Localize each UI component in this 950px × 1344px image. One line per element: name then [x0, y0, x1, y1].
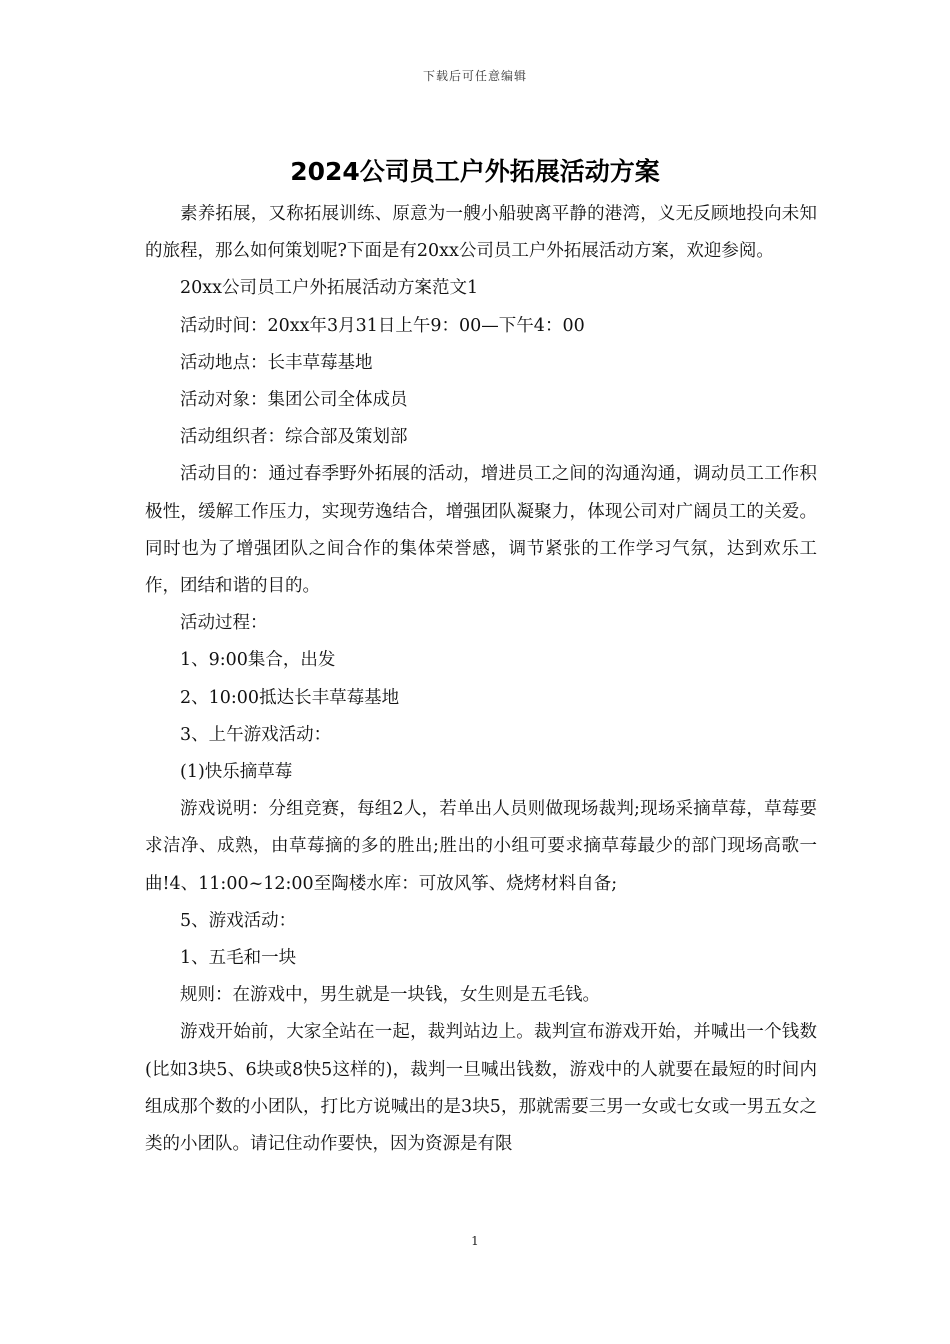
document-body: [145, 196, 817, 1163]
page-number: 1: [471, 1234, 479, 1248]
paragraph-subtitle: 20xx公司员工户外拓展活动方案范文1: [180, 278, 479, 299]
paragraph-game-1-title: (1)快乐摘草莓: [180, 762, 293, 783]
paragraph-time: 活动时间：20xx年3月31日上午9：00—下午4：00: [180, 315, 585, 336]
paragraph-process-heading: 活动过程：: [180, 613, 268, 634]
page-header: 下载后可任意编辑: [422, 69, 527, 83]
paragraph-purpose: 活动目的：通过春季野外拓展的活动，增进员工之间的沟通沟通，调动员工工作积极性，缓解工作压力，实现劳逸结合，增强团队凝聚力，体现公司对广阔员工的关爱。同时也为了增强团队之间合作的集体荣誉感，调节紧张的工作学习气氛，达到欢乐工作，团结和谐的目的。: [145, 464, 817, 597]
paragraph-location: 活动地点：长丰草莓基地: [180, 352, 373, 373]
paragraph-game-1-description: 游戏说明：分组竞赛，每组2人，若单出人员则做现场裁判;现场采摘草莓，草莓要求洁净、成熟，由草莓摘的多的胜出;胜出的小组可要求摘草莓最少的部门现场高歌一曲!4、11:00~12:00至陶楼水库：可放风筝、烧烤材料自备;: [145, 799, 817, 894]
paragraph-game-2-rules: 规则：在游戏中，男生就是一块钱，女生则是五毛钱。: [180, 985, 600, 1006]
paragraph-step-1: 1、9:00集合，出发: [180, 650, 336, 671]
paragraph-audience: 活动对象：集团公司全体成员: [180, 390, 408, 411]
paragraph-game-2-description: 游戏开始前，大家全站在一起，裁判站边上。裁判宣布游戏开始，并喊出一个钱数(比如3块5、6块或8快5这样的)，裁判一旦喊出钱数，游戏中的人就要在最短的时间内组成那个数的小团队，打比方说喊出的是3块5，那就需要三男一女或七女或一男五女之类的小团队。请记住动作要快，因为资源是有限: [145, 1022, 817, 1155]
paragraph-step-3: 3、上午游戏活动：: [180, 724, 332, 745]
paragraph-intro: 素养拓展，又称拓展训练、原意为一艘小船驶离平静的港湾，义无反顾地投向未知的旅程，那么如何策划呢?下面是有20xx公司员工户外拓展活动方案，欢迎参阅。: [145, 204, 817, 262]
paragraph-step-5: 5、游戏活动：: [180, 910, 297, 931]
document-title: 2024公司员工户外拓展活动方案: [290, 157, 660, 186]
paragraph-organizer: 活动组织者：综合部及策划部: [180, 427, 408, 448]
paragraph-game-2-title: 1、五毛和一块: [180, 948, 297, 969]
paragraph-step-2: 2、10:00抵达长丰草莓基地: [180, 687, 400, 708]
